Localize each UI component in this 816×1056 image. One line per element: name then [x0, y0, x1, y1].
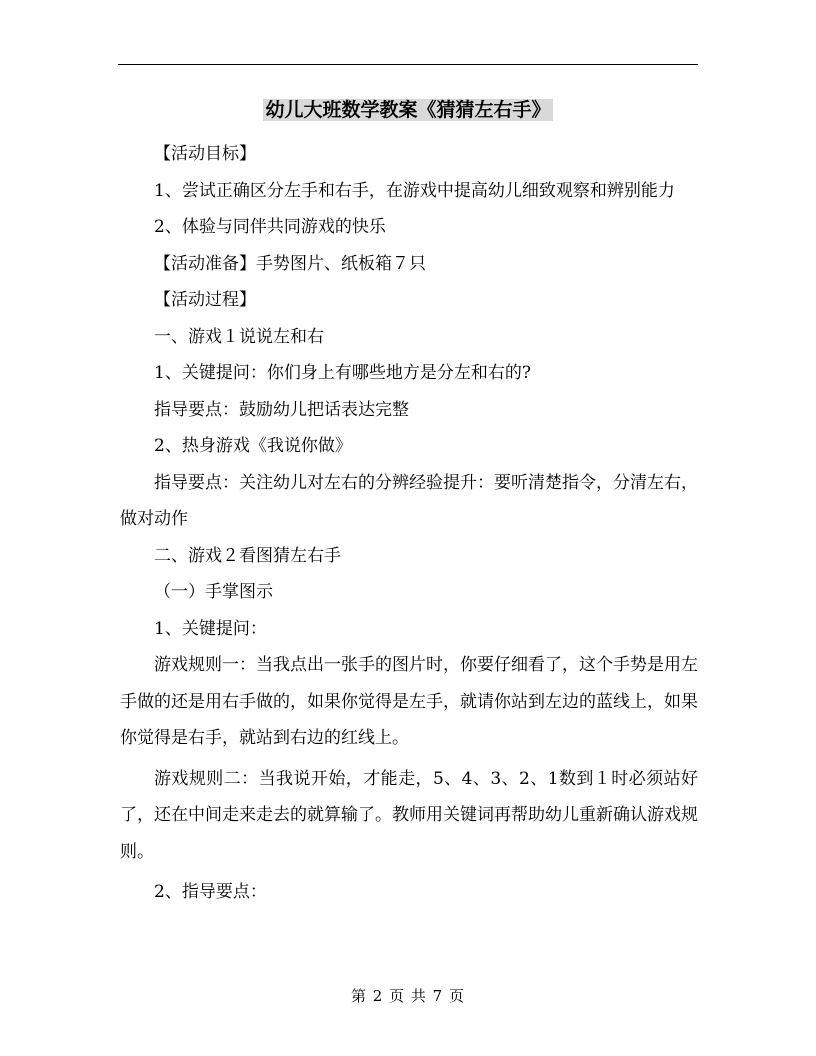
paragraph: 1、尝试正确区分左手和右手，在游戏中提高幼儿细致观察和辨别能力 [154, 180, 675, 201]
paragraph: 1、关键提问：你们身上有哪些地方是分左和右的? [154, 363, 531, 383]
header-rule [118, 64, 698, 65]
paragraph: 【活动目标】 [154, 144, 256, 164]
paragraph: （一）手掌图示 [154, 582, 273, 602]
paragraph: 2、指导要点： [154, 882, 267, 902]
paragraph: 二、游戏２看图猜左右手 [154, 545, 341, 566]
paragraph: 指导要点：鼓励幼儿把话表达完整 [154, 399, 409, 420]
page-number: 第 2 页 共 7 页 [351, 987, 465, 1005]
title-text: 幼儿大班数学教案《猜猜左右手》 [265, 99, 551, 121]
paragraph: 2、热身游戏《我说你做》 [154, 436, 352, 456]
page-title [0, 96, 816, 124]
document-body [120, 136, 698, 911]
paragraph: 【活动准备】手势图片、纸板箱７只 [154, 253, 426, 274]
paragraph: 游戏规则一：当我点出一张手的图片时，你要仔细看了，这个手势是用左手做的还是用右手做的，如果你觉得是左手，就请你站到左边的蓝线上，如果你觉得是右手，就站到右边的红线上。 [120, 655, 698, 748]
paragraph: 游戏规则二：当我说开始，才能走，5、4、3、2、1数到１时必须站好了，还在中间走来走去的就算输了。教师用关键词再帮助幼儿重新确认游戏规则。 [120, 768, 698, 862]
paragraph: 1、关键提问： [154, 618, 267, 639]
paragraph: 2、体验与同伴共同游戏的快乐 [154, 217, 386, 237]
paragraph: 指导要点：关注幼儿对左右的分辨经验提升：要听清楚指令，分清左右，做对动作 [120, 472, 698, 529]
paragraph: 一、游戏１说说左和右 [154, 326, 324, 347]
paragraph: 【活动过程】 [154, 290, 256, 310]
